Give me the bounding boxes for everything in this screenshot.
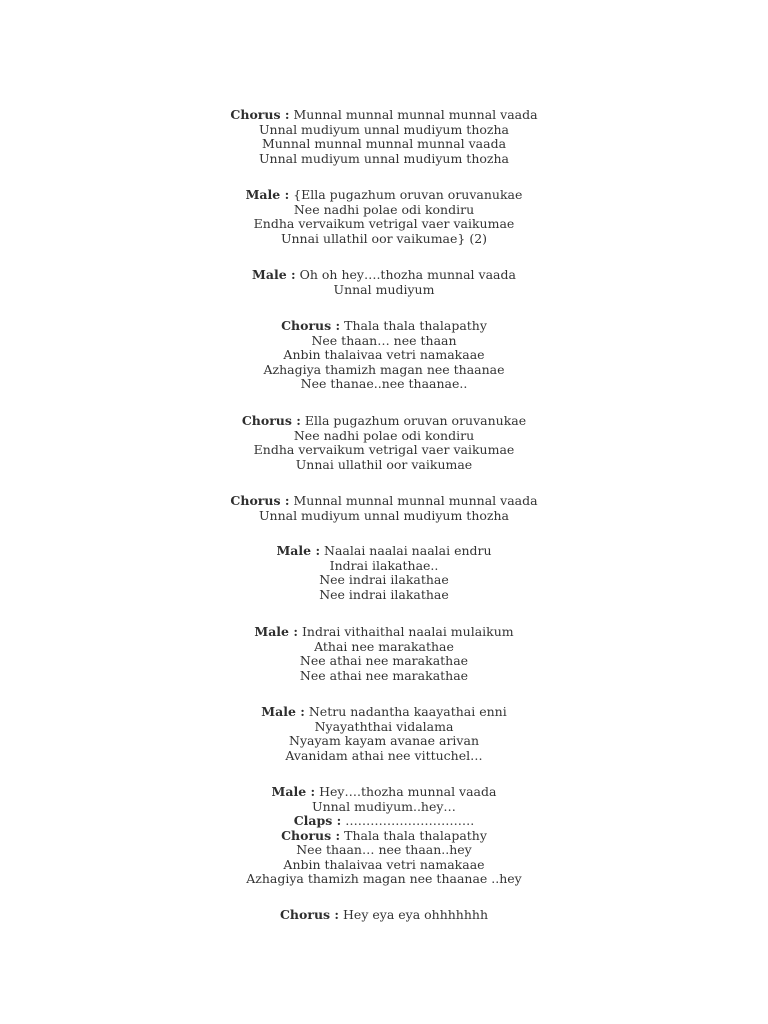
speaker-label: Chorus : bbox=[281, 827, 341, 843]
speaker-label: Male : bbox=[276, 543, 321, 558]
stanza-8 bbox=[0, 625, 768, 683]
lyric-line: Unnal mudiyum..hey… bbox=[312, 798, 456, 814]
speaker-label: Chorus : bbox=[230, 493, 290, 508]
stanza-6 bbox=[0, 494, 768, 523]
speaker-label: Claps : bbox=[293, 813, 342, 828]
stanza-10 bbox=[0, 785, 768, 887]
lyric-line: Nee thaan… nee thaan..hey bbox=[296, 842, 472, 857]
lyric-line bbox=[0, 188, 768, 203]
lyric-line: Anbin thalaivaa vetri namakaae bbox=[283, 347, 485, 362]
lyric-line: Indrai ilakathae.. bbox=[329, 557, 439, 573]
lyric-line: Avanidam athai nee vittuchel… bbox=[285, 747, 483, 763]
lyric-line: Anbin thalaivaa vetri namakaae bbox=[283, 856, 485, 872]
lyric-line: Azhagiya thamizh magan nee thaanae bbox=[263, 361, 505, 377]
lyric-line: Nee athai nee marakathae bbox=[299, 667, 469, 683]
stanza-1 bbox=[0, 108, 768, 166]
lyric-line: Nee athai nee marakathae bbox=[299, 653, 469, 668]
lyric-text: {Ella pugazhum oruvan oruvanukae bbox=[293, 187, 523, 202]
lyric-line: Endha vervaikum vetrigal vaer vaikumae bbox=[253, 442, 515, 457]
stanza-5 bbox=[0, 414, 768, 472]
speaker-label: Male : bbox=[271, 784, 316, 799]
speaker-label: Male : bbox=[252, 267, 296, 282]
speaker-label: Chorus : bbox=[230, 107, 290, 122]
lyric-line: Nyayam kayam avanae arivan bbox=[289, 733, 479, 748]
lyric-text: Munnal munnal munnal munnal vaada bbox=[293, 107, 538, 122]
lyric-line bbox=[0, 785, 768, 800]
speaker-label: Male : bbox=[245, 187, 290, 202]
lyric-line: Unnal mudiyum unnal mudiyum thozha bbox=[258, 150, 509, 166]
speaker-label: Chorus : bbox=[281, 318, 341, 333]
lyric-text: Thala thala thalapathy bbox=[344, 318, 487, 333]
lyric-line bbox=[0, 908, 768, 923]
lyric-text: Thala thala thalapathy bbox=[344, 827, 487, 843]
lyric-line bbox=[0, 544, 768, 559]
lyric-line: Nee indrai ilakathae bbox=[319, 586, 449, 602]
stanza-9 bbox=[0, 705, 768, 763]
lyric-line: Endha vervaikum vetrigal vaer vaikumae bbox=[253, 216, 515, 231]
lyric-line bbox=[0, 829, 768, 844]
lyric-line: Unnal mudiyum bbox=[333, 281, 435, 297]
lyric-line bbox=[0, 625, 768, 640]
lyric-line bbox=[0, 705, 768, 720]
lyric-text: Naalai naalai naalai endru bbox=[324, 543, 492, 558]
speaker-label: Male : bbox=[261, 704, 305, 719]
lyric-text: Ella pugazhum oruvan oruvanukae bbox=[304, 413, 527, 428]
speaker-label: Male : bbox=[254, 624, 298, 639]
lyric-line: Munnal munnal munnal munnal vaada bbox=[261, 136, 507, 151]
lyric-line: Nee nadhi polae odi kondiru bbox=[293, 427, 475, 443]
lyric-line bbox=[0, 319, 768, 334]
lyric-line: Nee nadhi polae odi kondiru bbox=[293, 201, 475, 217]
lyric-line bbox=[0, 268, 768, 283]
lyric-line bbox=[0, 494, 768, 509]
stanza-4 bbox=[0, 319, 768, 392]
lyric-line: Unnai ullathil oor vaikumae} (2) bbox=[280, 230, 488, 246]
lyric-line bbox=[0, 814, 768, 829]
lyric-text: Hey….thozha munnal vaada bbox=[319, 784, 497, 799]
stanza-7 bbox=[0, 544, 768, 602]
lyric-line: Athai nee marakathae bbox=[314, 638, 454, 654]
lyric-line bbox=[0, 414, 768, 429]
lyric-text: Indrai vithaithal naalai mulaikum bbox=[301, 624, 514, 639]
lyric-text: Oh oh hey….thozha munnal vaada bbox=[299, 267, 516, 282]
lyric-line: Azhagiya thamizh magan nee thaanae ..hey bbox=[246, 871, 522, 886]
lyric-line: Nee thaan… nee thaan bbox=[311, 332, 457, 348]
lyric-line bbox=[0, 108, 768, 123]
lyric-text: Munnal munnal munnal munnal vaada bbox=[293, 493, 538, 508]
stanza-3 bbox=[0, 268, 768, 297]
lyric-line: Unnal mudiyum unnal mudiyum thozha bbox=[258, 121, 509, 137]
stanza-11 bbox=[0, 908, 768, 923]
lyric-line: Unnal mudiyum unnal mudiyum thozha bbox=[258, 507, 509, 523]
lyric-text: Netru nadantha kaayathai enni bbox=[308, 704, 507, 719]
stanza-2 bbox=[0, 188, 768, 246]
lyric-line: Nee thanae..nee thaanae.. bbox=[300, 376, 468, 391]
lyric-line: Nee indrai ilakathae bbox=[319, 572, 449, 587]
lyric-text: …………………………. bbox=[345, 813, 475, 828]
lyric-text: Hey eya eya ohhhhhhh bbox=[343, 907, 489, 922]
speaker-label: Chorus : bbox=[279, 907, 340, 922]
lyric-line: Unnai ullathil oor vaikumae bbox=[295, 456, 473, 472]
speaker-label: Chorus : bbox=[241, 413, 301, 428]
lyric-line: Nyayaththai vidalama bbox=[314, 718, 454, 734]
